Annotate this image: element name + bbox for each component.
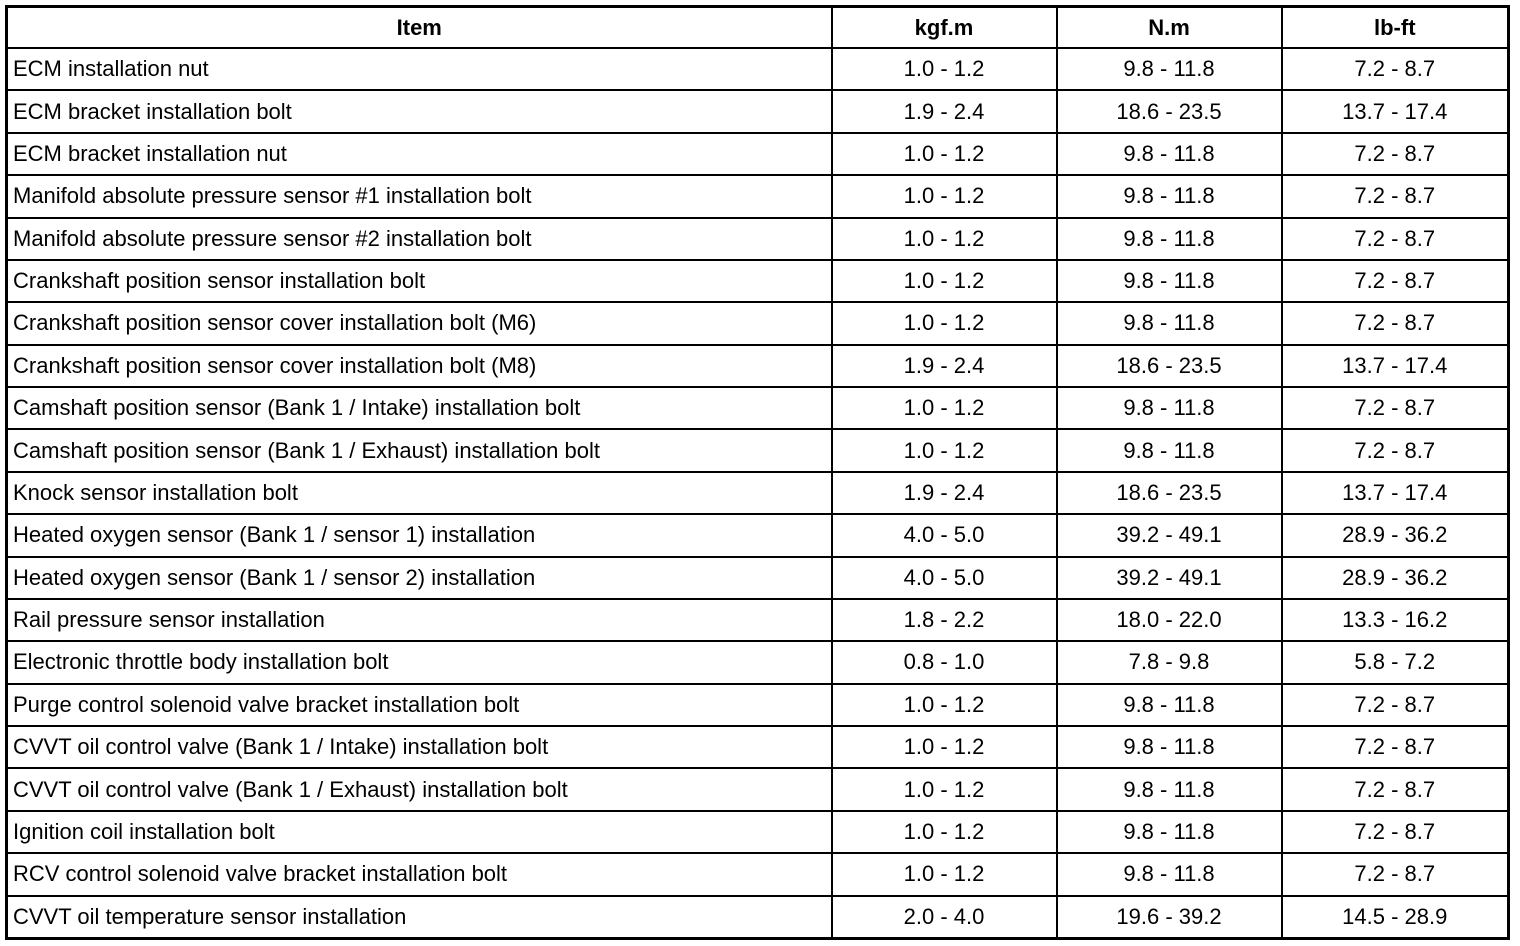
kgf-m-cell: 4.0 - 5.0: [832, 557, 1057, 599]
lb-ft-cell: 7.2 - 8.7: [1282, 387, 1509, 429]
lb-ft-cell: 7.2 - 8.7: [1282, 768, 1509, 810]
table-row: [7, 768, 1509, 810]
kgf-m-cell: 1.0 - 1.2: [832, 387, 1057, 429]
table-row: [7, 345, 1509, 387]
kgf-m-cell: 1.8 - 2.2: [832, 599, 1057, 641]
lb-ft-cell: 5.8 - 7.2: [1282, 641, 1509, 683]
kgf-m-cell: 2.0 - 4.0: [832, 896, 1057, 939]
table-row: [7, 599, 1509, 641]
table-row: [7, 260, 1509, 302]
item-cell: Camshaft position sensor (Bank 1 / Intake) installation bolt: [7, 387, 832, 429]
table-row: [7, 641, 1509, 683]
n-m-cell: 7.8 - 9.8: [1057, 641, 1282, 683]
lb-ft-cell: 13.7 - 17.4: [1282, 472, 1509, 514]
lb-ft-cell: 28.9 - 36.2: [1282, 514, 1509, 556]
n-m-cell: 9.8 - 11.8: [1057, 726, 1282, 768]
kgf-m-cell: 1.0 - 1.2: [832, 811, 1057, 853]
kgf-m-cell: 0.8 - 1.0: [832, 641, 1057, 683]
n-m-cell: 9.8 - 11.8: [1057, 175, 1282, 217]
table-row: [7, 387, 1509, 429]
table-row: [7, 557, 1509, 599]
lb-ft-cell: 7.2 - 8.7: [1282, 684, 1509, 726]
n-m-cell: 18.6 - 23.5: [1057, 345, 1282, 387]
table-row: [7, 896, 1509, 939]
item-cell: Electronic throttle body installation bolt: [7, 641, 832, 683]
kgf-m-cell: 1.9 - 2.4: [832, 472, 1057, 514]
item-cell: Heated oxygen sensor (Bank 1 / sensor 2) installation: [7, 557, 832, 599]
n-m-cell: 18.6 - 23.5: [1057, 90, 1282, 132]
table-row: [7, 853, 1509, 895]
item-cell: CVVT oil control valve (Bank 1 / Exhaust) installation bolt: [7, 768, 832, 810]
table-row: [7, 133, 1509, 175]
lb-ft-cell: 7.2 - 8.7: [1282, 302, 1509, 344]
kgf-m-cell: 1.0 - 1.2: [832, 260, 1057, 302]
lb-ft-cell: 28.9 - 36.2: [1282, 557, 1509, 599]
kgf-m-cell: 1.0 - 1.2: [832, 302, 1057, 344]
item-cell: ECM installation nut: [7, 48, 832, 90]
header-kgf-m: kgf.m: [832, 7, 1057, 49]
n-m-cell: 18.6 - 23.5: [1057, 472, 1282, 514]
lb-ft-cell: 7.2 - 8.7: [1282, 726, 1509, 768]
item-cell: Crankshaft position sensor cover installation bolt (M6): [7, 302, 832, 344]
item-cell: Heated oxygen sensor (Bank 1 / sensor 1) installation: [7, 514, 832, 556]
n-m-cell: 9.8 - 11.8: [1057, 853, 1282, 895]
table-row: [7, 302, 1509, 344]
kgf-m-cell: 1.0 - 1.2: [832, 684, 1057, 726]
lb-ft-cell: 7.2 - 8.7: [1282, 260, 1509, 302]
header-row: [7, 7, 1509, 49]
item-cell: RCV control solenoid valve bracket installation bolt: [7, 853, 832, 895]
kgf-m-cell: 1.0 - 1.2: [832, 429, 1057, 471]
item-cell: CVVT oil control valve (Bank 1 / Intake) installation bolt: [7, 726, 832, 768]
lb-ft-cell: 14.5 - 28.9: [1282, 896, 1509, 939]
kgf-m-cell: 1.0 - 1.2: [832, 133, 1057, 175]
item-cell: Ignition coil installation bolt: [7, 811, 832, 853]
table-row: [7, 429, 1509, 471]
item-cell: ECM bracket installation bolt: [7, 90, 832, 132]
n-m-cell: 9.8 - 11.8: [1057, 48, 1282, 90]
item-cell: Rail pressure sensor installation: [7, 599, 832, 641]
n-m-cell: 19.6 - 39.2: [1057, 896, 1282, 939]
table-row: [7, 472, 1509, 514]
kgf-m-cell: 4.0 - 5.0: [832, 514, 1057, 556]
table-body: [7, 48, 1509, 939]
kgf-m-cell: 1.9 - 2.4: [832, 90, 1057, 132]
lb-ft-cell: 7.2 - 8.7: [1282, 853, 1509, 895]
item-cell: Purge control solenoid valve bracket installation bolt: [7, 684, 832, 726]
table-row: [7, 175, 1509, 217]
header-item: Item: [7, 7, 832, 49]
header-n-m: N.m: [1057, 7, 1282, 49]
lb-ft-cell: 7.2 - 8.7: [1282, 811, 1509, 853]
kgf-m-cell: 1.0 - 1.2: [832, 726, 1057, 768]
kgf-m-cell: 1.0 - 1.2: [832, 48, 1057, 90]
kgf-m-cell: 1.0 - 1.2: [832, 853, 1057, 895]
n-m-cell: 9.8 - 11.8: [1057, 768, 1282, 810]
n-m-cell: 9.8 - 11.8: [1057, 302, 1282, 344]
n-m-cell: 9.8 - 11.8: [1057, 684, 1282, 726]
kgf-m-cell: 1.0 - 1.2: [832, 218, 1057, 260]
table-row: [7, 726, 1509, 768]
lb-ft-cell: 13.7 - 17.4: [1282, 345, 1509, 387]
item-cell: Crankshaft position sensor cover installation bolt (M8): [7, 345, 832, 387]
kgf-m-cell: 1.9 - 2.4: [832, 345, 1057, 387]
item-cell: Manifold absolute pressure sensor #2 installation bolt: [7, 218, 832, 260]
table-row: [7, 684, 1509, 726]
lb-ft-cell: 7.2 - 8.7: [1282, 133, 1509, 175]
lb-ft-cell: 7.2 - 8.7: [1282, 48, 1509, 90]
item-cell: Crankshaft position sensor installation bolt: [7, 260, 832, 302]
table-row: [7, 514, 1509, 556]
item-cell: ECM bracket installation nut: [7, 133, 832, 175]
lb-ft-cell: 7.2 - 8.7: [1282, 429, 1509, 471]
lb-ft-cell: 13.3 - 16.2: [1282, 599, 1509, 641]
table-row: [7, 811, 1509, 853]
n-m-cell: 9.8 - 11.8: [1057, 218, 1282, 260]
item-cell: Knock sensor installation bolt: [7, 472, 832, 514]
item-cell: Manifold absolute pressure sensor #1 installation bolt: [7, 175, 832, 217]
n-m-cell: 9.8 - 11.8: [1057, 387, 1282, 429]
item-cell: Camshaft position sensor (Bank 1 / Exhaust) installation bolt: [7, 429, 832, 471]
item-cell: CVVT oil temperature sensor installation: [7, 896, 832, 939]
lb-ft-cell: 13.7 - 17.4: [1282, 90, 1509, 132]
n-m-cell: 9.8 - 11.8: [1057, 811, 1282, 853]
n-m-cell: 39.2 - 49.1: [1057, 557, 1282, 599]
n-m-cell: 9.8 - 11.8: [1057, 260, 1282, 302]
kgf-m-cell: 1.0 - 1.2: [832, 175, 1057, 217]
lb-ft-cell: 7.2 - 8.7: [1282, 218, 1509, 260]
n-m-cell: 18.0 - 22.0: [1057, 599, 1282, 641]
n-m-cell: 9.8 - 11.8: [1057, 133, 1282, 175]
header-lb-ft: lb-ft: [1282, 7, 1509, 49]
table-header: [7, 7, 1509, 49]
torque-spec-table: [5, 5, 1510, 940]
n-m-cell: 9.8 - 11.8: [1057, 429, 1282, 471]
lb-ft-cell: 7.2 - 8.7: [1282, 175, 1509, 217]
kgf-m-cell: 1.0 - 1.2: [832, 768, 1057, 810]
table-row: [7, 90, 1509, 132]
table-row: [7, 48, 1509, 90]
table-row: [7, 218, 1509, 260]
n-m-cell: 39.2 - 49.1: [1057, 514, 1282, 556]
